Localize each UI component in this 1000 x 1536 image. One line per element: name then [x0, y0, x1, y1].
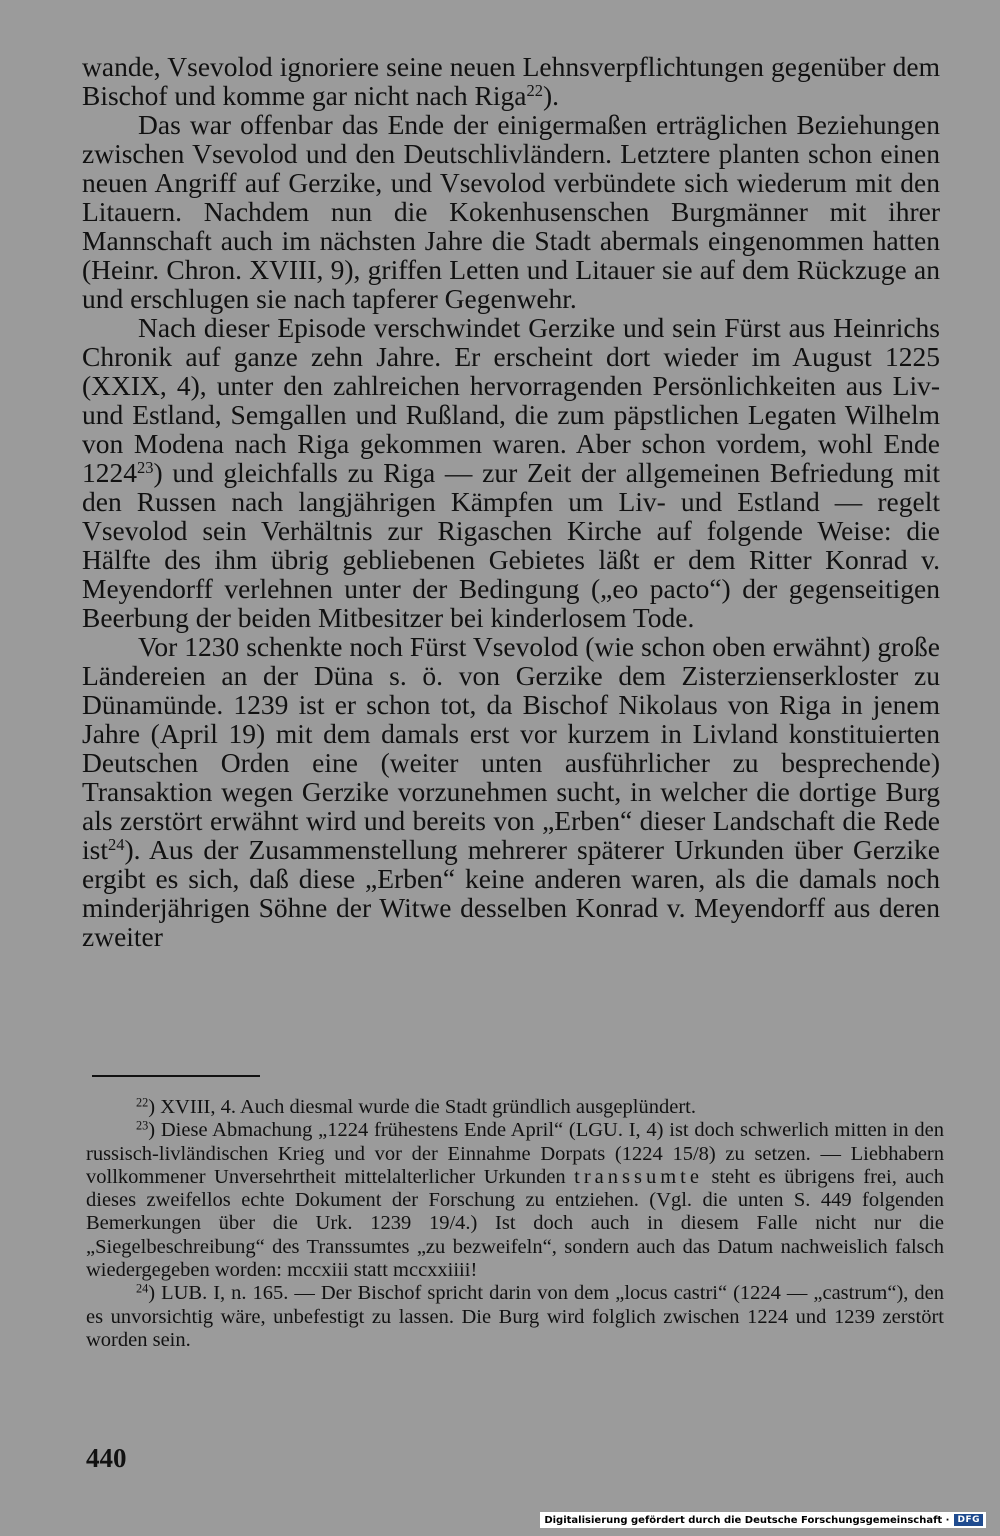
footnote-23-mark: 23 — [136, 1118, 149, 1133]
paragraph-1-text: wande, Vsevolod ignoriere seine neuen Lehnsverpflichtungen gegenüber dem Bischof und komme gar nicht nach Riga — [82, 51, 940, 111]
footnote-23-text-a: ) Diese Abmachung „1224 frühestens Ende April“ (LGU. I, 4) ist doch schwerlich mitten in den russisch-livländischen Krieg und vor der Einnahme Dorpats (1224 15/8) zu setzen. — Liebhabern vollkommener Unversehrtheit mittelalterlicher Urkunden — [86, 1119, 944, 1188]
footnote-22-mark: 22 — [136, 1095, 149, 1110]
footnote-22 — [86, 1096, 944, 1119]
footnote-ref-24: 24 — [107, 834, 125, 854]
main-text — [82, 52, 940, 951]
paragraph-3-tail: ) und gleichfalls zu Riga — zur Zeit der allgemeinen Befriedung mit den Russen nach langjährigen Kämpfen um Liv- und Estland — regelt Vsevolod sein Verhältnis zur Rigaschen Kirche auf folgende Weise: die Hälfte des ihm übrig gebliebenen Gebietes läßt er dem Ritter Konrad v. Meyendorff verlehnen unter der Bedingung („eo pacto“) der gegenseitigen Beerbung der beiden Mitbesitzer bei kinderlosem Tode. — [82, 457, 940, 633]
footnote-23-text-b: steht es übrigens frei, auch dieses zweifellos echte Dokument der Forschung zu entziehen. (Vgl. die unten S. 449 folgenden Bemerkungen über die Urk. 1239 19/4.) Ist doch auch in diesem Falle nicht nur die „Siegelbeschreibung“ des Transsumtes „zu bezweifeln“, sondern auch das Datum nachweislich falsch wiedergegeben worden: mccxiii statt mccxxiiii! — [86, 1165, 945, 1282]
footnote-23 — [86, 1119, 944, 1282]
footnote-separator — [92, 1075, 260, 1077]
footnote-24-mark: 24 — [136, 1281, 149, 1296]
footnote-24 — [86, 1282, 944, 1352]
paragraph-4-tail: ). Aus der Zusammenstellung mehrerer späterer Urkunden über Gerzike ergibt es sich, daß diese „Erben“ keine anderen waren, als die damals noch minderjährigen Söhne der Witwe desselben Konrad v. Meyendorff aus deren zweiter — [82, 834, 940, 952]
paragraph-3 — [82, 313, 940, 632]
paragraph-4-text: Vor 1230 schenkte noch Fürst Vsevolod (wie schon oben erwähnt) große Ländereien an der Düna s. ö. von Gerzike dem Zisterzienserkloster zu Dünamünde. 1239 ist er schon tot, da Bischof Nikolaus von Riga in jenem Jahre (April 19) mit dem damals erst vor kurzem in Livland konstituierten Deutschen Orden eine (weiter unten ausführlicher zu besprechende) Transaktion wegen Gerzike vorzunehmen sucht, in welcher die dortige Burg als zerstört erwähnt wird und bereits von „Erben“ dieser Landschaft die Rede ist — [82, 631, 940, 865]
paragraph-1 — [82, 52, 940, 110]
footnote-ref-23: 23 — [137, 457, 154, 477]
footnote-24-text: ) LUB. I, n. 165. — Der Bischof spricht darin von dem „locus castri“ (1224 — „castrum“), den es unvorsichtig wäre, unbefestigt zu lassen. Die Burg wird folglich zwischen 1224 und 1239 zerstört worden sein. — [86, 1282, 944, 1351]
page-number: 440 — [86, 1443, 127, 1473]
paragraph-4 — [82, 632, 940, 951]
funding-credit — [540, 1512, 986, 1528]
paragraph-3-text: Nach dieser Episode verschwindet Gerzike und sein Fürst aus Heinrichs Chronik auf ganze zehn Jahre. Er erscheint dort wieder im August 1225 (XXIX, 4), unter den zahlreichen hervorragenden Persönlichkeiten aus Liv- und Estland, Semgallen und Rußland, die zum päpstlichen Legaten Wilhelm von Modena nach Riga gekommen waren. Aber schon vordem, wohl Ende 1224 — [82, 312, 940, 488]
funding-text: Digitalisierung gefördert durch die Deutsche Forschungsgemeinschaft · — [544, 1514, 950, 1526]
paragraph-2-text: Das war offenbar das Ende der einigermaßen erträglichen Beziehungen zwischen Vsevolod und den Deutschlivländern. Letztere planten schon einen neuen Angriff auf Gerzike, und Vsevolod verbündete sich wiederum mit den Litauern. Nachdem nun die Kokenhusenschen Burgmänner mit ihrer Mannschaft auch im nächsten Jahre die Stadt abermals eingenommen hatten (Heinr. Chron. XVIII, 9), griffen Letten und Litauer sie auf dem Rückzuge an und erschlugen sie nach tapferer Gegenwehr. — [82, 109, 940, 314]
paragraph-1-tail: ). — [543, 80, 560, 111]
footnotes — [86, 1096, 944, 1352]
paragraph-2 — [82, 110, 940, 313]
footnote-ref-22: 22 — [526, 80, 543, 100]
footnote-22-text: ) XVIII, 4. Auch diesmal wurde die Stadt gründlich ausgeplündert. — [148, 1096, 696, 1118]
dfg-logo-icon: DFG — [954, 1514, 983, 1526]
footnote-23-spaced-word: transsumte — [574, 1165, 703, 1188]
